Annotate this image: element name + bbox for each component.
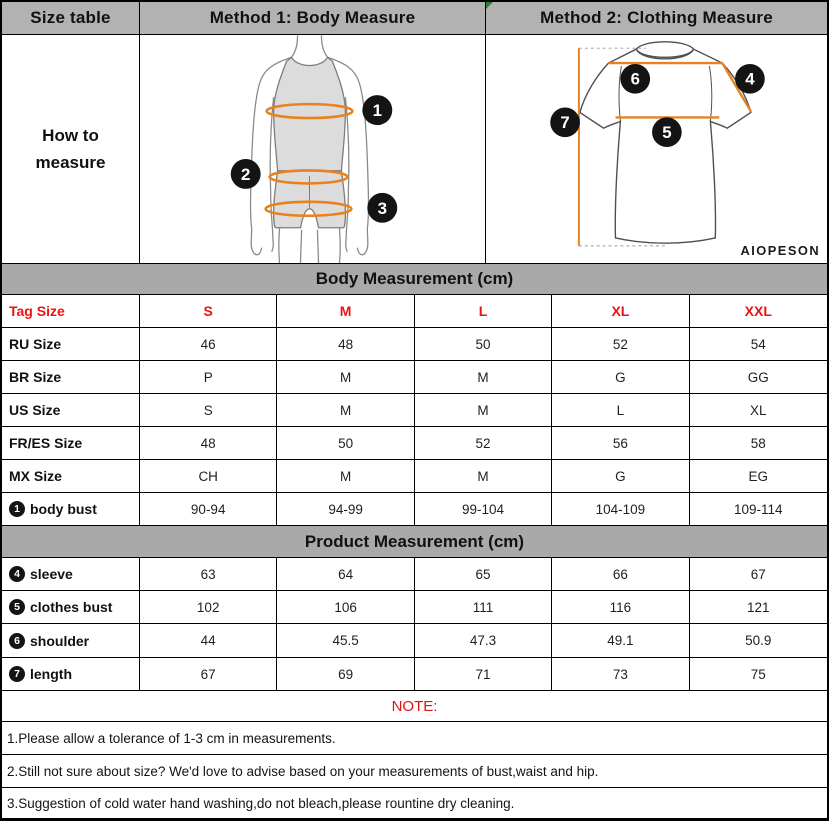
cell-value: M (415, 361, 552, 393)
svg-text:2: 2 (240, 164, 251, 184)
marker-7-badge-icon: 7 (9, 666, 25, 682)
row-label-br-size: BR Size (2, 361, 140, 393)
table-row-ru-size (2, 328, 827, 361)
table-row-mx-size (2, 460, 827, 493)
cell-value: 48 (140, 427, 277, 459)
cell-value: 63 (140, 558, 277, 590)
method1-title: Method 1: Body Measure (140, 2, 486, 34)
cell-value: M (415, 394, 552, 426)
row-label-us-size: US Size (2, 394, 140, 426)
marker-3 (367, 192, 397, 222)
cell-value: 90-94 (140, 493, 277, 525)
cell-value: XL (750, 402, 767, 418)
cell-value: 50 (415, 328, 552, 360)
cell-value: M (415, 460, 552, 492)
row-label-clothes-bust (2, 591, 140, 623)
cell-value: 67 (750, 566, 766, 582)
cell-value: S (140, 394, 277, 426)
cell-value: 116 (552, 591, 689, 623)
table-row-br-size (2, 361, 827, 394)
size-table-title: Size table (2, 2, 140, 34)
marker-4-badge-icon: 4 (9, 566, 25, 582)
cell-value: 54 (750, 336, 766, 352)
clothing-measure-diagram (486, 35, 827, 263)
cell-value: 52 (415, 427, 552, 459)
cell-value: EG (748, 468, 769, 484)
note-title: NOTE: (2, 691, 827, 722)
marker-5-badge-icon: 5 (9, 599, 25, 615)
brand-text: AIOPESON (740, 242, 821, 258)
cell-value: 56 (552, 427, 689, 459)
method2-title (486, 2, 827, 34)
tag-size-l: L (415, 295, 552, 327)
svg-text:5: 5 (662, 122, 672, 142)
marker-6-badge-icon: 6 (9, 633, 25, 649)
cell-value: P (140, 361, 277, 393)
row-label-mx-size: MX Size (2, 460, 140, 492)
product-measurement-band: Product Measurement (cm) (2, 526, 827, 558)
cell-value: 71 (415, 658, 552, 690)
cell-value: 99-104 (415, 493, 552, 525)
cell-value: 50 (277, 427, 414, 459)
table-row-us-size (2, 394, 827, 427)
marker-6 (620, 64, 650, 94)
cell-value: 64 (277, 558, 414, 590)
cell-value: M (277, 394, 414, 426)
cell-value: 45.5 (277, 624, 414, 657)
tag-size-row (2, 295, 827, 328)
cell-value: 69 (277, 658, 414, 690)
row-label-ru-size: RU Size (2, 328, 140, 360)
tshirt-figure-icon (486, 35, 827, 263)
cell-value: 44 (140, 624, 277, 657)
row-label-text: length (30, 666, 72, 682)
tag-size-m: M (277, 295, 414, 327)
row-label-length (2, 658, 140, 690)
cell-value: 106 (277, 591, 414, 623)
marker-5 (652, 117, 682, 147)
cell-value: 111 (415, 591, 552, 623)
cell-value: 94-99 (277, 493, 414, 525)
row-label-shoulder (2, 624, 140, 657)
row-label-fres-size: FR/ES Size (2, 427, 140, 459)
table-row-length (2, 658, 827, 691)
svg-text:6: 6 (630, 69, 640, 89)
marker-2 (231, 158, 261, 188)
tag-size-s: S (140, 295, 277, 327)
how-to-measure-label: How to measure (2, 35, 140, 263)
cell-value: 50.9 (745, 633, 772, 648)
svg-text:3: 3 (377, 198, 388, 218)
cell-value: G (552, 460, 689, 492)
row-label-body-bust (2, 493, 140, 525)
table-row-shoulder (2, 624, 827, 658)
note-item-1: 1.Please allow a tolerance of 1-3 cm in measurements. (2, 722, 827, 755)
cell-value: M (277, 460, 414, 492)
how-to-measure-row (2, 35, 827, 264)
cell-value: 109-114 (734, 501, 783, 517)
body-figure-icon (140, 35, 485, 263)
row-label-tag-size: Tag Size (2, 295, 140, 327)
marker-7 (550, 107, 580, 137)
tag-size-xxl: XXL (744, 303, 772, 319)
marker-1-badge-icon: 1 (9, 501, 25, 517)
note-item-2: 2.Still not sure about size? We'd love to advise based on your measurements of bust,waist and hip. (2, 755, 827, 788)
cell-value: 66 (552, 558, 689, 590)
cell-corner-marker-icon (486, 2, 493, 9)
cell-value: 46 (140, 328, 277, 360)
table-row-sleeve (2, 558, 827, 591)
marker-4 (735, 64, 765, 94)
row-label-text: shoulder (30, 632, 90, 649)
row-label-sleeve (2, 558, 140, 590)
table-row-fres-size (2, 427, 827, 460)
table-row-clothes-bust (2, 591, 827, 624)
svg-text:1: 1 (372, 100, 383, 120)
note-item-3: 3.Suggestion of cold water hand washing,do not bleach,please rountine dry cleaning. (2, 788, 827, 818)
table-row-body-bust (2, 493, 827, 526)
svg-text:4: 4 (745, 69, 755, 89)
cell-value: CH (140, 460, 277, 492)
body-measurement-band: Body Measurement (cm) (2, 264, 827, 295)
cell-value: 75 (750, 666, 766, 682)
cell-value: 47.3 (415, 624, 552, 657)
cell-value: 48 (277, 328, 414, 360)
row-label-text: body bust (30, 501, 97, 517)
cell-value: 73 (552, 658, 689, 690)
tag-size-xl: XL (552, 295, 689, 327)
cell-value: L (552, 394, 689, 426)
cell-value: 65 (415, 558, 552, 590)
cell-value: G (552, 361, 689, 393)
cell-value: GG (747, 369, 769, 385)
cell-value: 104-109 (552, 493, 689, 525)
method2-title-text: Method 2: Clothing Measure (540, 8, 773, 27)
cell-value: 67 (140, 658, 277, 690)
row-label-text: clothes bust (30, 599, 113, 615)
body-measure-diagram (140, 35, 486, 263)
row-label-text: sleeve (30, 566, 73, 582)
title-row (2, 2, 827, 35)
svg-text:7: 7 (560, 112, 570, 132)
cell-value: M (277, 361, 414, 393)
cell-value: 49.1 (552, 624, 689, 657)
cell-value: 58 (750, 435, 766, 451)
cell-value: 52 (552, 328, 689, 360)
cell-value: 121 (747, 599, 770, 615)
marker-1 (362, 95, 392, 125)
cell-value: 102 (140, 591, 277, 623)
